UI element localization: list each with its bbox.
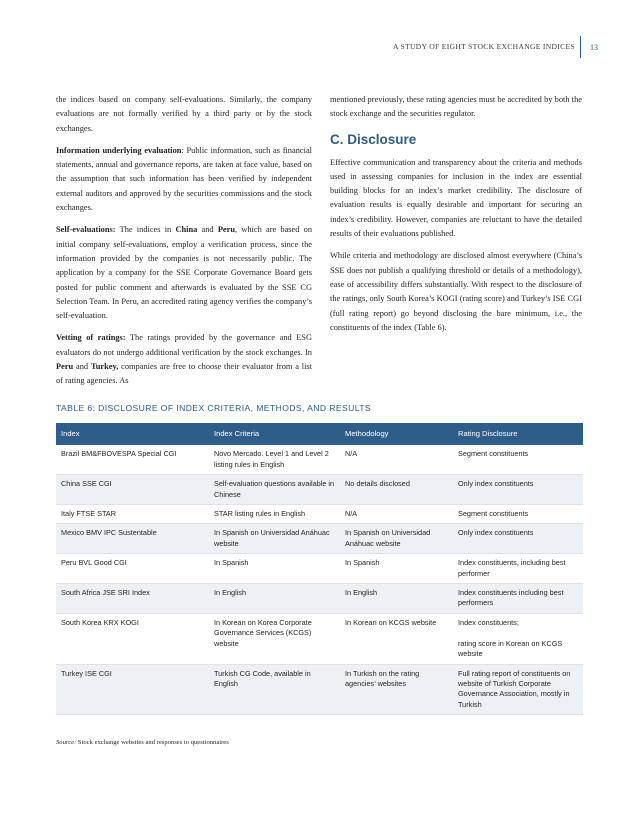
table-cell: In English — [209, 584, 340, 614]
left-column — [56, 93, 312, 397]
paragraph-text: and — [73, 362, 91, 372]
paragraph: Effective communication and transparency about the criteria and methods used in assessing companies for inclusion in the index are essential building blocks for an index’s market credibility. The disclosure of evaluation results is equally desirable and important for securing an index’s credibility. However, companies are reluctant to have the detailed results of their evaluations published. — [330, 157, 582, 239]
emphasis-country: Turkey, — [90, 362, 119, 372]
table-cell: STAR listing rules in English — [209, 505, 340, 524]
paragraph-text: The ratings provided by the governance and ESG evaluators do not undergo additional verification by the stock exchanges. In — [56, 333, 312, 357]
table-header-row — [56, 423, 583, 445]
paragraph: While criteria and methodology are disclosed almost everywhere (China’s SSE does not publish a qualifying threshold or details of a methodology), ease of accessibility differs substantially. With respect to the disclosure of the ratings, only South Korea’s KOGI (rating score) and Turkey’s ISE CGI (full rating report) go beyond disclosing the bare minimum, i.e., the constituents of the index (Table 6). — [330, 251, 582, 332]
table-row — [56, 613, 583, 664]
table-cell: Mexico BMV IPC Sustentable — [56, 524, 209, 554]
table-row — [56, 584, 583, 614]
column-header: Rating Disclosure — [453, 423, 583, 445]
table-cell: Peru BVL Good CGI — [56, 554, 209, 584]
table-row — [56, 554, 583, 584]
table-cell: N/A — [340, 445, 453, 474]
paragraph-text: : Public information, such as financial statements, annual and governance reports, are taken at face value, based on the assumption that such information has been verified by independent external auditors and approved by the securities commissions and the stock exchanges. — [56, 145, 312, 213]
table-row — [56, 664, 583, 715]
table-cell: N/A — [340, 505, 453, 524]
table-cell: South Africa JSE SRI Index — [56, 584, 209, 614]
table-cell: In Spanish on Universidad Anáhuac website — [209, 524, 340, 554]
table-cell: Brazil BM&FBOVESPA Special CGI — [56, 445, 209, 474]
section-heading: C. Disclosure — [330, 131, 417, 147]
table-cell: Turkish CG Code, available in English — [209, 664, 340, 715]
table-cell: In Spanish — [209, 554, 340, 584]
table-cell: Segment constituents — [453, 505, 583, 524]
source-label: Source: — [56, 739, 77, 746]
table-cell: Index constituents, including best performer — [453, 554, 583, 584]
table-row — [56, 475, 583, 505]
table-cell: China SSE CGI — [56, 475, 209, 505]
paragraph-lead: Self-evaluations: — [56, 225, 116, 235]
column-header: Methodology — [340, 423, 453, 445]
column-header: Index — [56, 423, 209, 445]
table-cell: Only index constituents — [453, 475, 583, 505]
emphasis-country: China — [175, 225, 198, 235]
table-cell: Segment constituents — [453, 445, 583, 474]
page-number: 13 — [590, 43, 598, 52]
table-cell: Self-evaluation questions available in Chinese — [209, 475, 340, 505]
table-cell: South Korea KRX KOGI — [56, 613, 209, 664]
table-cell: In English — [340, 584, 453, 614]
table-row — [56, 505, 583, 524]
table-cell: In Spanish on Universidad Anáhuac website — [340, 524, 453, 554]
header-divider — [580, 36, 581, 58]
paragraph: mentioned previously, these rating agencies must be accredited by both the stock exchange and the securities regulator. — [330, 95, 582, 119]
paragraph-text: companies are free to choose their evaluator from a list of rating agencies. As — [56, 362, 313, 386]
table-cell: In Korean on KCGS website — [340, 613, 453, 664]
disclosure-table — [56, 423, 583, 715]
table-row — [56, 445, 583, 474]
emphasis-country: Peru — [217, 225, 236, 235]
table-cell: Only index constituents — [453, 524, 583, 554]
table-cell: Index constituents; rating score in Korean on KCGS website — [453, 613, 583, 664]
table-cell: In Spanish — [340, 554, 453, 584]
right-column — [330, 93, 582, 343]
paragraph-lead: Vetting of ratings: — [56, 333, 126, 343]
table-cell: Index constituents including best performers — [453, 584, 583, 614]
table-cell: Novo Mercado. Level 1 and Level 2 listing rules in English — [209, 445, 340, 474]
paragraph — [56, 331, 312, 388]
table-title: TABLE 6: DISCLOSURE OF INDEX CRITERIA, METHODS, AND RESULTS — [56, 403, 372, 413]
table-cell: Italy FTSE STAR — [56, 505, 209, 524]
paragraph-text: The indices in — [115, 225, 176, 235]
table-cell: In Korean on Korea Corporate Governance Services (KCGS) website — [209, 613, 340, 664]
paragraph — [56, 223, 312, 323]
table-source-note — [56, 739, 229, 746]
table-cell: No details disclosed — [340, 475, 453, 505]
paragraph-lead: Information underlying evaluation — [56, 145, 182, 155]
source-text: Stock exchange websites and responses to questionnaires — [76, 739, 229, 746]
table-cell: Turkey ISE CGI — [56, 664, 209, 715]
paragraph — [56, 144, 312, 215]
table-cell: Full rating report of constituents on website of Turkish Corporate Governance Association, mostly in Turkish — [453, 664, 583, 715]
running-header: A STUDY OF EIGHT STOCK EXCHANGE INDICES — [392, 42, 575, 51]
emphasis-country: Peru — [56, 362, 74, 372]
table-cell: In Turkish on the rating agencies’ websites — [340, 664, 453, 715]
paragraph-text: , which are based on initial company self-evaluations, employ a verification process, since the information provided by the companies is not necessarily public. The application by a company for the SSE Corporate Governance Board gets posted for public comment and afterwards is evaluated by the SSE CG Selection Team. In Peru, an accredited rating agency verifies the company’s self-evaluation. — [56, 225, 313, 321]
paragraph-text: and — [197, 225, 218, 235]
column-header: Index Criteria — [209, 423, 340, 445]
paragraph: the indices based on company self-evaluations. Similarly, the company evaluations are not formally verified by a third party or by the stock exchanges. — [56, 95, 312, 133]
table-row — [56, 524, 583, 554]
